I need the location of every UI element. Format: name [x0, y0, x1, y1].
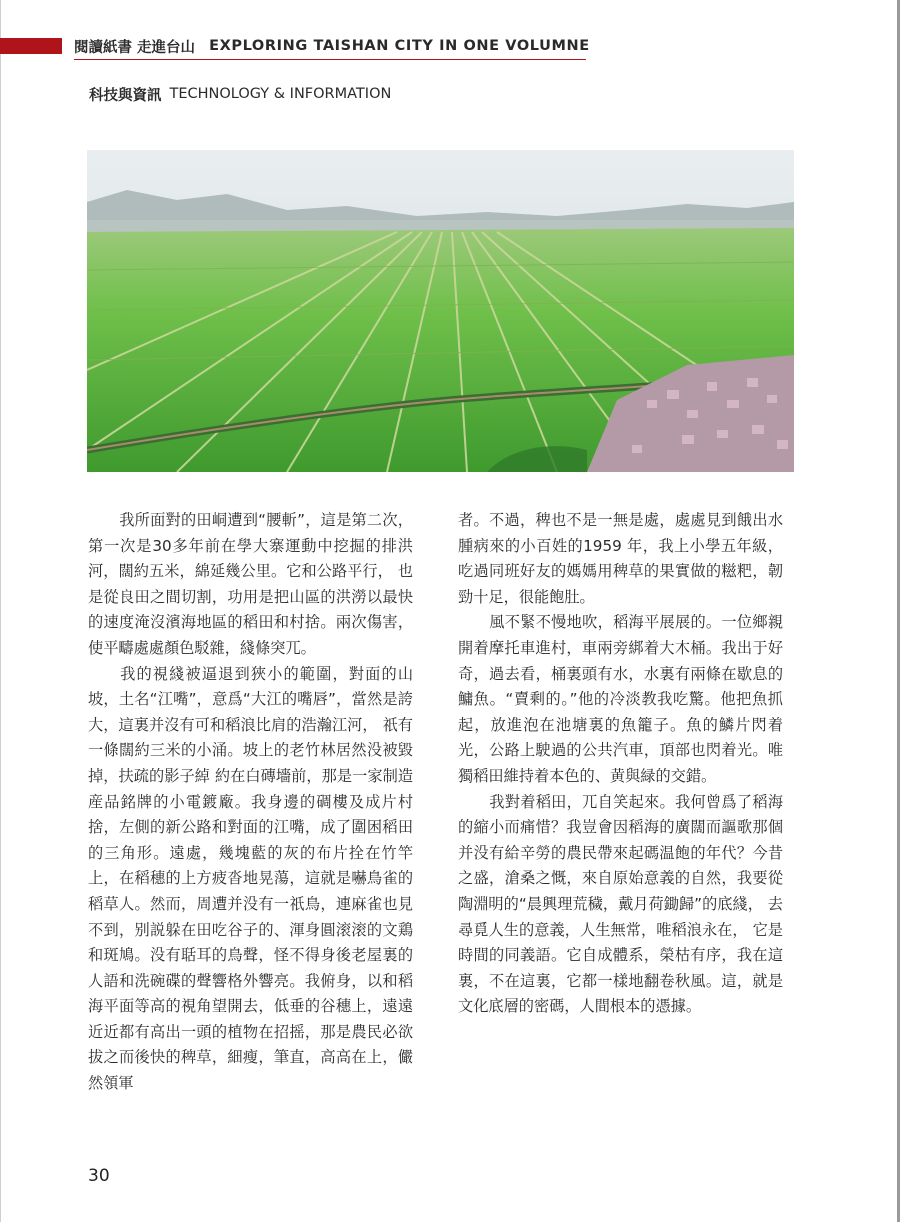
paragraph [458, 790, 783, 1020]
section-label-zh: 科技與資訊 [89, 87, 162, 104]
paragraph [458, 610, 783, 789]
page-edge-left [0, 0, 1, 1222]
paragraph [88, 508, 413, 662]
aerial-rice-field-photo [87, 150, 794, 472]
paragraph-text: 我所面對的田峒遭到“腰斬”，這是第二次，第一次是30多年前在學大寨運動中挖掘的排洪河，闊約五米，綿延幾公里。它和公路平行， 也是從良田之間切割，功用是把山區的洪澇以最快的速度淹沒濱海地區的稻田和村捨。兩次傷害，使平疇處處顏色駁雜，綫條突兀。 [88, 511, 413, 657]
paragraph [88, 662, 413, 1097]
header-title-zh: 閱讀紙書 走進台山 [74, 39, 196, 56]
article-column-right [458, 508, 783, 1020]
header-accent-bar [0, 38, 62, 54]
section-label [89, 85, 391, 103]
paragraph-text: 者。不過，稗也不是一無是處，處處見到餓出水腫病來的小百姓的1959 年，我上小學五年級，吃過同班好友的媽媽用稗草的果實做的糍粑，韌勁十足，很能飽肚。 [458, 511, 783, 606]
section-label-en: TECHNOLOGY & INFORMATION [169, 86, 392, 102]
paragraph-text: 我的視綫被逼退到狹小的範圍，對面的山坡，土名“江嘴”，意爲“大江的嘴唇”，當然是誇大，這裏并沒有可和稻浪比肩的浩瀚江河， 祇有一條闊約三米的小涌。坡上的老竹林居然没被毀掉，扶疏的影子綽 約在白磚墻前，那是一家制造産品銘牌的小電鍍廠。我身邊的碉樓及成片村捨，左側的新公路和對面的江嘴，成了圍困稻田的三角形。遠處，幾塊藍的灰的布片拴在竹竿上，在稻穗的上方疲沓地晃蕩，這就是嚇鳥雀的稻草人。然而，周遭并没有一祇鳥，連麻雀也見不到，别説躲在田吃谷子的、渾身圓滚滚的文鶏和斑鳩。没有聒耳的鳥聲，怪不得身後老屋裏的人語和洗碗碟的聲響格外響亮。我俯身，以和稻海平面等高的視角望開去，低垂的谷穗上，遠遠近近都有高出一頭的植物在招摇，那是農民必欲拔之而後快的稗草，細瘦，筆直，高高在上，儼然領軍 [88, 664, 413, 1093]
header-title-en: EXPLORING TAISHAN CITY IN ONE VOLUMNE [209, 38, 590, 54]
article-column-left [88, 508, 413, 1097]
paragraph [458, 508, 783, 610]
running-header [74, 36, 590, 56]
page-number: 30 [88, 1166, 110, 1186]
paragraph-text: 風不緊不慢地吹，稻海平展展的。一位鄉親開着摩托車進村，車兩旁綁着大木桶。我出于好奇，過去看，桶裏頭有水，水裏有兩條在歇息的鱅魚。“賣剩的。”他的冷淡教我吃驚。他把魚抓起，放進泡在池塘裏的魚籠子。魚的鱗片閃着光，公路上駛過的公共汽車，頂部也閃着光。唯獨稻田維持着本色的、黄與緑的交錯。 [458, 613, 783, 785]
header-rule [74, 59, 586, 60]
paragraph-text: 我對着稻田，兀自笑起來。我何曾爲了稻海的縮小而痛惜？我豈會因稻海的廣闊而謳歌那個并没有給辛勞的農民帶來起碼温飽的年代？今昔之盛，滄桑之慨，來自原始意義的自然，我要從陶淵明的“晨興理荒穢，戴月荷鋤歸”的底綫， 去尋覓人生的意義，人生無常，唯稻浪永在， 它是時間的同義語。它自成體系，榮枯有序，我在這裏，不在這裏，它都一樣地翻卷秋風。這，就是文化底層的密碼，人間根本的憑據。 [458, 792, 783, 1016]
